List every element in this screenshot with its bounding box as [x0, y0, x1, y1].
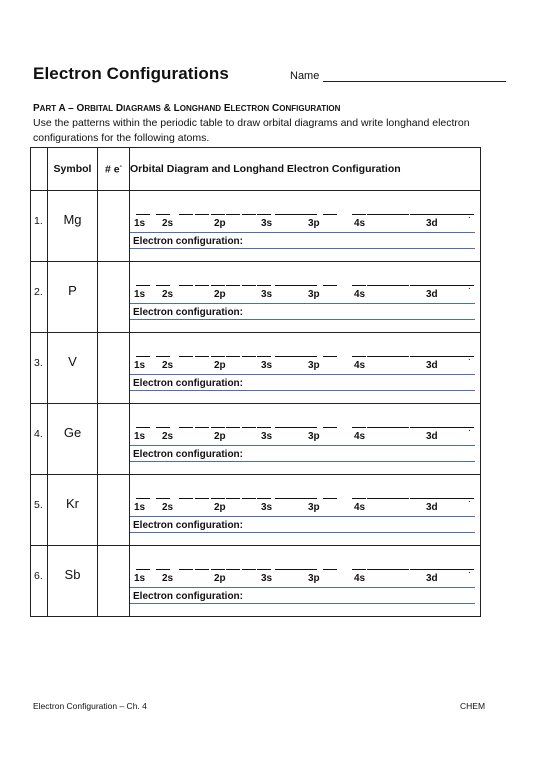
row-number: 3. [34, 357, 43, 369]
diagram-cell [130, 546, 481, 617]
orbital-blank[interactable] [367, 285, 381, 286]
header-symbol: Symbol [48, 148, 98, 191]
orbital-blanks [130, 488, 475, 505]
table-row [31, 191, 481, 262]
period-mark: . [468, 423, 471, 434]
orbital-blank[interactable] [195, 285, 209, 286]
table-header-row [31, 148, 481, 191]
orbital-blank[interactable] [275, 214, 289, 215]
orbital-blank[interactable] [156, 569, 170, 570]
orbital-blank[interactable] [352, 285, 366, 286]
part-a-rbital: RBITAL [84, 104, 114, 113]
element-symbol: Sb [64, 567, 81, 582]
orbital-label: 4s [354, 573, 366, 584]
orbital-blank[interactable] [424, 498, 438, 499]
electron-configuration-field[interactable] [130, 236, 475, 249]
orbital-blank[interactable] [156, 498, 170, 499]
orbital-label: 3d [426, 573, 438, 584]
orbital-label: 2p [214, 502, 226, 513]
orbital-label: 3d [426, 431, 438, 442]
orbital-blank[interactable] [289, 356, 303, 357]
element-symbol: Mg [63, 212, 82, 227]
orbital-blank[interactable] [424, 356, 438, 357]
header-electrons [98, 148, 130, 191]
orbital-label: 4s [354, 218, 366, 229]
orbital-blank[interactable] [410, 214, 424, 215]
orbital-blank[interactable] [438, 427, 452, 428]
element-symbol: Kr [66, 496, 79, 511]
name-field [290, 70, 506, 82]
orbital-label: 3s [261, 360, 273, 371]
orbital-blank[interactable] [381, 214, 395, 215]
orbital-diagram [130, 475, 480, 545]
row-number-cell [31, 546, 48, 617]
orbital-blank[interactable] [179, 285, 193, 286]
orbital-blank[interactable] [156, 214, 170, 215]
orbital-blank[interactable] [452, 427, 466, 428]
orbital-blank[interactable] [452, 569, 466, 570]
orbital-blank[interactable] [367, 569, 381, 570]
orbital-blank[interactable] [438, 356, 452, 357]
orbital-blank[interactable] [226, 498, 240, 499]
orbital-label: 3p [308, 218, 320, 229]
row-number-cell [31, 191, 48, 262]
element-symbol: P [68, 283, 77, 298]
orbital-label: 3d [426, 360, 438, 371]
orbital-blank[interactable] [179, 427, 193, 428]
orbital-blank[interactable] [195, 214, 209, 215]
orbital-blank[interactable] [352, 427, 366, 428]
orbital-label: 1s [134, 218, 146, 229]
diagram-cell [130, 262, 481, 333]
row-number: 4. [34, 428, 43, 440]
orbital-labels [130, 218, 475, 233]
orbital-blank[interactable] [289, 569, 303, 570]
row-symbol-cell [48, 546, 98, 617]
orbital-blank[interactable] [410, 498, 424, 499]
orbital-blank[interactable] [410, 285, 424, 286]
orbital-labels [130, 502, 475, 517]
orbital-blank[interactable] [424, 214, 438, 215]
row-number: 2. [34, 286, 43, 298]
orbital-labels [130, 360, 475, 375]
orbital-blank[interactable] [381, 569, 395, 570]
table-row [31, 333, 481, 404]
orbital-label: 3d [426, 218, 438, 229]
orbital-diagram [130, 404, 480, 474]
orbital-blank[interactable] [424, 285, 438, 286]
orbital-blank[interactable] [179, 214, 193, 215]
part-a-o: O [76, 103, 85, 114]
orbital-blank[interactable] [195, 498, 209, 499]
orbital-blank[interactable] [257, 356, 271, 357]
orbital-label: 3p [308, 431, 320, 442]
row-symbol-cell [48, 475, 98, 546]
orbital-labels [130, 289, 475, 304]
orbital-blank[interactable] [257, 285, 271, 286]
electron-configuration-label: Electron configuration: [133, 378, 243, 389]
orbital-blank[interactable] [136, 569, 150, 570]
part-a-art: ART [39, 104, 57, 113]
orbital-blank[interactable] [352, 214, 366, 215]
orbital-label: 2p [214, 289, 226, 300]
period-mark: . [468, 281, 471, 292]
orbital-blank[interactable] [323, 569, 337, 570]
orbital-label: 4s [354, 431, 366, 442]
orbital-blank[interactable] [381, 285, 395, 286]
orbital-label: 2s [162, 360, 174, 371]
orbital-blank[interactable] [211, 569, 225, 570]
orbital-blank[interactable] [395, 498, 409, 499]
orbital-blank[interactable] [303, 427, 317, 428]
orbital-label: 3d [426, 502, 438, 513]
orbital-blank[interactable] [452, 498, 466, 499]
electron-configuration-label: Electron configuration: [133, 520, 243, 531]
orbital-blank[interactable] [179, 569, 193, 570]
orbital-blank[interactable] [367, 214, 381, 215]
orbital-blank[interactable] [367, 498, 381, 499]
orbital-blank[interactable] [452, 285, 466, 286]
orbital-blank[interactable] [136, 214, 150, 215]
orbital-blank[interactable] [242, 427, 256, 428]
orbital-label: 2s [162, 502, 174, 513]
table-row [31, 546, 481, 617]
orbital-blank[interactable] [179, 498, 193, 499]
orbital-label: 2p [214, 431, 226, 442]
orbital-label: 2s [162, 218, 174, 229]
orbital-blank[interactable] [352, 356, 366, 357]
orbital-blank[interactable] [156, 427, 170, 428]
orbital-blank[interactable] [367, 427, 381, 428]
orbital-blank[interactable] [303, 569, 317, 570]
header-number [31, 148, 48, 191]
row-number: 6. [34, 570, 43, 582]
orbital-label: 2s [162, 431, 174, 442]
orbital-blank[interactable] [275, 285, 289, 286]
orbital-blank[interactable] [226, 285, 240, 286]
orbital-blank[interactable] [242, 214, 256, 215]
electron-configuration-label: Electron configuration: [133, 449, 243, 460]
row-symbol-cell [48, 262, 98, 333]
orbital-blanks [130, 417, 475, 434]
orbital-blank[interactable] [242, 356, 256, 357]
orbital-blank[interactable] [242, 569, 256, 570]
orbital-label: 2s [162, 573, 174, 584]
orbital-diagram [130, 546, 480, 616]
part-a-lectron: LECTRON [230, 104, 270, 113]
orbital-blanks [130, 275, 475, 292]
orbital-label: 1s [134, 502, 146, 513]
orbital-blank[interactable] [226, 214, 240, 215]
orbital-blank[interactable] [289, 285, 303, 286]
orbital-label: 3s [261, 289, 273, 300]
orbital-blank[interactable] [211, 356, 225, 357]
orbital-blank[interactable] [303, 285, 317, 286]
row-number: 1. [34, 215, 43, 227]
diagram-cell [130, 333, 481, 404]
part-a-onghand: ONGHAND [179, 104, 222, 113]
part-a-p: P [33, 103, 40, 114]
worksheet-table [30, 147, 481, 617]
orbital-label: 3p [308, 573, 320, 584]
orbital-blank[interactable] [303, 214, 317, 215]
orbital-blank[interactable] [136, 285, 150, 286]
orbital-blank[interactable] [275, 498, 289, 499]
orbital-blank[interactable] [424, 427, 438, 428]
orbital-blank[interactable] [323, 427, 337, 428]
electron-count-cell[interactable] [98, 262, 130, 333]
orbital-blank[interactable] [438, 214, 452, 215]
part-a-letter: A – [58, 103, 74, 114]
electron-count-cell[interactable] [98, 333, 130, 404]
orbital-blank[interactable] [303, 356, 317, 357]
page-title: Electron Configurations [33, 64, 229, 83]
orbital-blank[interactable] [242, 285, 256, 286]
diagram-cell [130, 475, 481, 546]
element-symbol: V [68, 354, 77, 369]
electron-count-cell[interactable] [98, 546, 130, 617]
orbital-label: 3s [261, 431, 273, 442]
orbital-label: 4s [354, 289, 366, 300]
orbital-blank[interactable] [179, 356, 193, 357]
orbital-blank[interactable] [381, 427, 395, 428]
orbital-blank[interactable] [303, 498, 317, 499]
table-row [31, 262, 481, 333]
orbital-label: 1s [134, 573, 146, 584]
diagram-cell [130, 404, 481, 475]
period-mark: . [468, 352, 471, 363]
row-number-cell [31, 333, 48, 404]
orbital-blank[interactable] [211, 498, 225, 499]
row-symbol-cell [48, 333, 98, 404]
part-a-c: C [272, 103, 280, 114]
orbital-label: 3s [261, 573, 273, 584]
electron-configuration-label: Electron configuration: [133, 591, 243, 602]
orbital-label: 3p [308, 360, 320, 371]
row-symbol-cell [48, 404, 98, 475]
orbital-blank[interactable] [156, 285, 170, 286]
electron-count-cell[interactable] [98, 191, 130, 262]
orbital-blank[interactable] [410, 427, 424, 428]
orbital-blank[interactable] [257, 214, 271, 215]
orbital-label: 3d [426, 289, 438, 300]
orbital-blank[interactable] [367, 356, 381, 357]
orbital-blank[interactable] [242, 498, 256, 499]
table-row [31, 475, 481, 546]
part-a-onfiguration: ONFIGURATION [279, 104, 341, 113]
orbital-blank[interactable] [410, 356, 424, 357]
orbital-blank[interactable] [226, 356, 240, 357]
orbital-blank[interactable] [136, 498, 150, 499]
orbital-label: 2s [162, 289, 174, 300]
orbital-blank[interactable] [257, 498, 271, 499]
orbital-label: 3s [261, 218, 273, 229]
electron-count-cell[interactable] [98, 475, 130, 546]
period-mark: . [468, 565, 471, 576]
orbital-blank[interactable] [136, 427, 150, 428]
part-a-e: E [223, 103, 231, 114]
electron-configuration-field[interactable] [130, 307, 475, 320]
orbital-label: 1s [134, 431, 146, 442]
row-number: 5. [34, 499, 43, 511]
orbital-blank[interactable] [289, 427, 303, 428]
orbital-blank[interactable] [395, 214, 409, 215]
orbital-diagram [130, 333, 480, 403]
name-blank[interactable] [323, 71, 506, 82]
orbital-blank[interactable] [275, 427, 289, 428]
orbital-blank[interactable] [395, 427, 409, 428]
part-a-heading [33, 103, 340, 114]
electron-configuration-label: Electron configuration: [133, 236, 243, 247]
orbital-blank[interactable] [136, 356, 150, 357]
orbital-blank[interactable] [211, 427, 225, 428]
orbital-blank[interactable] [257, 427, 271, 428]
orbital-diagram [130, 262, 480, 332]
diagram-cell [130, 191, 481, 262]
orbital-blank[interactable] [395, 356, 409, 357]
orbital-blank[interactable] [226, 569, 240, 570]
orbital-label: 3s [261, 502, 273, 513]
orbital-blank[interactable] [424, 569, 438, 570]
part-a-d: D [115, 103, 124, 114]
orbital-label: 3p [308, 289, 320, 300]
part-a-iagrams: IAGRAMS [123, 104, 161, 113]
orbital-blank[interactable] [275, 569, 289, 570]
orbital-blank[interactable] [323, 356, 337, 357]
orbital-blank[interactable] [289, 498, 303, 499]
electron-count-cell[interactable] [98, 404, 130, 475]
orbital-blank[interactable] [323, 498, 337, 499]
row-symbol-cell [48, 191, 98, 262]
orbital-labels [130, 431, 475, 446]
electron-configuration-field[interactable] [130, 591, 475, 604]
orbital-blank[interactable] [352, 498, 366, 499]
orbital-blank[interactable] [226, 427, 240, 428]
orbital-blanks [130, 559, 475, 576]
orbital-blanks [130, 204, 475, 221]
orbital-blank[interactable] [438, 569, 452, 570]
electron-configuration-field[interactable] [130, 520, 475, 533]
footer-left: Electron Configuration – Ch. 4 [33, 701, 147, 711]
orbital-label: 2p [214, 360, 226, 371]
orbital-blank[interactable] [438, 498, 452, 499]
orbital-blank[interactable] [381, 498, 395, 499]
orbital-blank[interactable] [323, 285, 337, 286]
orbital-label: 1s [134, 360, 146, 371]
orbital-blank[interactable] [452, 356, 466, 357]
electron-configuration-field[interactable] [130, 449, 475, 462]
orbital-blank[interactable] [257, 569, 271, 570]
footer-right: CHEM [460, 701, 486, 711]
electron-configuration-field[interactable] [130, 378, 475, 391]
orbital-label: 2p [214, 573, 226, 584]
part-a-amp: & [163, 103, 171, 114]
orbital-blank[interactable] [275, 356, 289, 357]
orbital-blank[interactable] [410, 569, 424, 570]
orbital-blank[interactable] [323, 214, 337, 215]
orbital-label: 1s [134, 289, 146, 300]
orbital-blank[interactable] [381, 356, 395, 357]
electron-configuration-label: Electron configuration: [133, 307, 243, 318]
row-number-cell [31, 404, 48, 475]
table-row [31, 404, 481, 475]
part-a-l: L [173, 103, 180, 114]
header-electrons-sup: - [119, 162, 122, 170]
orbital-blank[interactable] [395, 569, 409, 570]
element-symbol: Ge [63, 425, 82, 440]
orbital-blank[interactable] [438, 285, 452, 286]
orbital-diagram [130, 191, 480, 261]
orbital-blank[interactable] [195, 427, 209, 428]
orbital-blank[interactable] [452, 214, 466, 215]
row-number-cell [31, 262, 48, 333]
row-number-cell [31, 475, 48, 546]
orbital-label: 4s [354, 360, 366, 371]
orbital-blank[interactable] [156, 356, 170, 357]
orbital-blank[interactable] [352, 569, 366, 570]
orbital-blank[interactable] [289, 214, 303, 215]
orbital-labels [130, 573, 475, 588]
orbital-blank[interactable] [211, 285, 225, 286]
instructions: Use the patterns within the periodic table to draw orbital diagrams and write longhand electron configurations for the following atoms. [33, 117, 470, 144]
period-mark: . [468, 210, 471, 221]
orbital-label: 3p [308, 502, 320, 513]
orbital-blank[interactable] [195, 356, 209, 357]
name-label: Name [290, 70, 320, 82]
header-diagram: Orbital Diagram and Longhand Electron Configuration [130, 148, 481, 191]
orbital-label: 4s [354, 502, 366, 513]
orbital-label: 2p [214, 218, 226, 229]
orbital-blanks [130, 346, 475, 363]
orbital-blank[interactable] [395, 285, 409, 286]
orbital-blank[interactable] [195, 569, 209, 570]
header-electrons-label: # e [105, 163, 120, 176]
period-mark: . [468, 494, 471, 505]
orbital-blank[interactable] [211, 214, 225, 215]
